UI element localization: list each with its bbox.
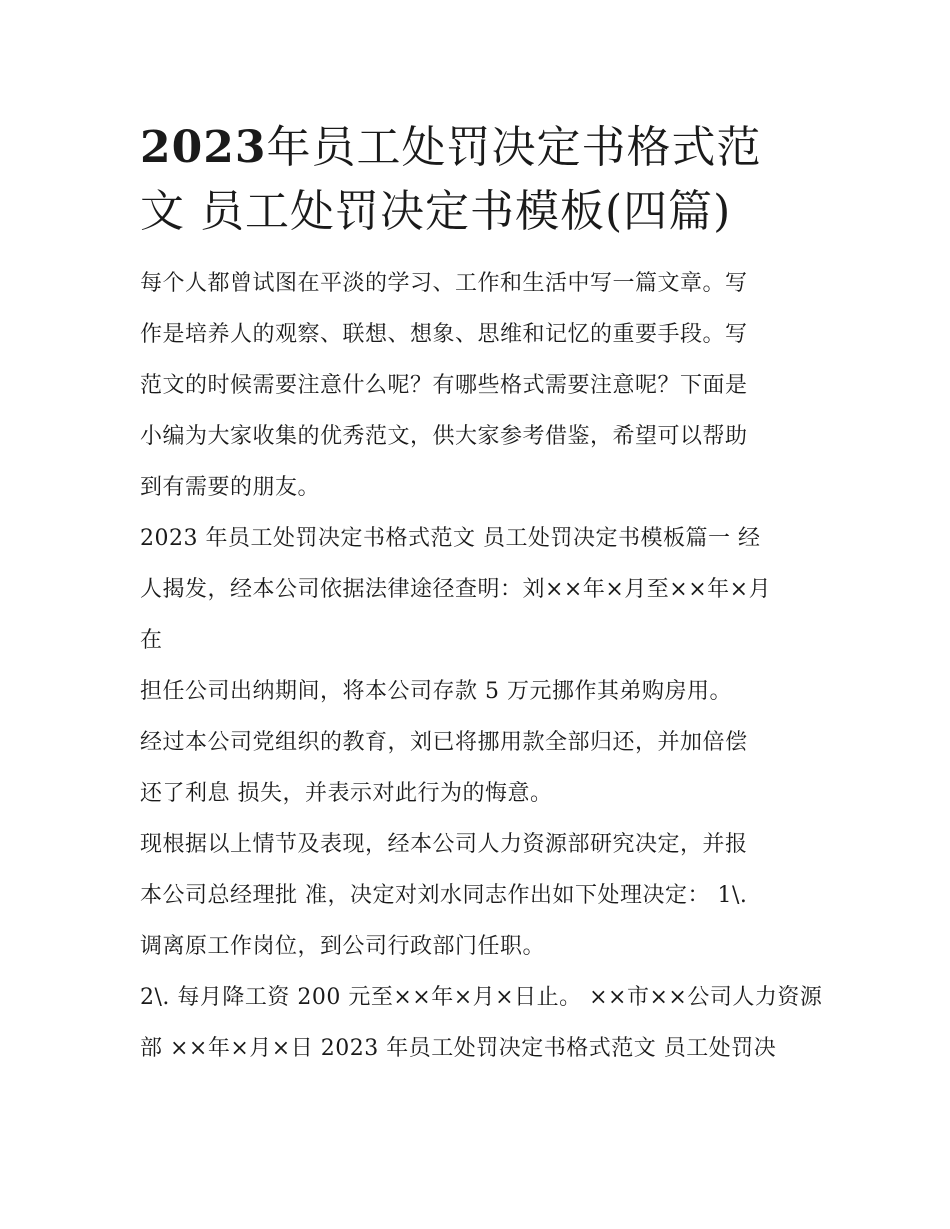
document-title	[140, 116, 820, 244]
text-line: 作是培养人的观察、联想、想象、思维和记忆的重要手段。写	[140, 322, 748, 347]
title-year: 2023	[140, 122, 267, 173]
title-line-1-text: 年员工处罚决定书格式范	[266, 122, 762, 173]
text-line: 调离原工作岗位，到公司行政部门任职。	[140, 934, 546, 959]
text-line: 小编为大家收集的优秀范文，供大家参考借鉴，希望可以帮助	[140, 424, 748, 449]
text-line: 范文的时候需要注意什么呢？有哪些格式需要注意呢？下面是	[140, 373, 748, 398]
text-line: 人揭发，经本公司依据法律途径查明：刘××年×月至××年×月	[140, 577, 772, 602]
text-line: 2\. 每月降工资 200 元至××年×月×日止。 ××市××公司人力资源	[140, 985, 823, 1010]
text-line: 到有需要的朋友。	[140, 475, 321, 500]
body-paragraph	[140, 666, 820, 717]
body-paragraph	[140, 513, 820, 666]
text-line: 在	[140, 628, 163, 653]
text-line: 每个人都曾试图在平淡的学习、工作和生活中写一篇文章。写	[140, 271, 748, 296]
body-paragraph	[140, 717, 820, 819]
document-page	[140, 116, 823, 1074]
text-line: 经过本公司党组织的教育，刘已将挪用款全部归还，并加倍偿	[140, 730, 748, 755]
title-line-2: 文 员工处罚决定书模板(四篇)	[140, 186, 732, 237]
body-paragraph	[140, 972, 823, 1074]
text-line: 本公司总经理批 准，决定对刘水同志作出如下处理决定： 1\.	[140, 883, 748, 908]
text-line: 担任公司出纳期间，将本公司存款 5 万元挪作其弟购房用。	[140, 679, 732, 704]
intro-paragraph	[140, 258, 820, 513]
body-paragraph	[140, 819, 820, 972]
text-line: 部 ××年×月×日 2023 年员工处罚决定书格式范文 员工处罚决	[140, 1036, 777, 1061]
title-line-1	[140, 116, 820, 180]
text-line: 现根据以上情节及表现，经本公司人力资源部研究决定，并报	[140, 832, 748, 857]
text-line: 2023 年员工处罚决定书格式范文 员工处罚决定书模板篇一 经	[140, 526, 761, 551]
text-line: 还了利息 损失，并表示对此行为的悔意。	[140, 781, 553, 806]
